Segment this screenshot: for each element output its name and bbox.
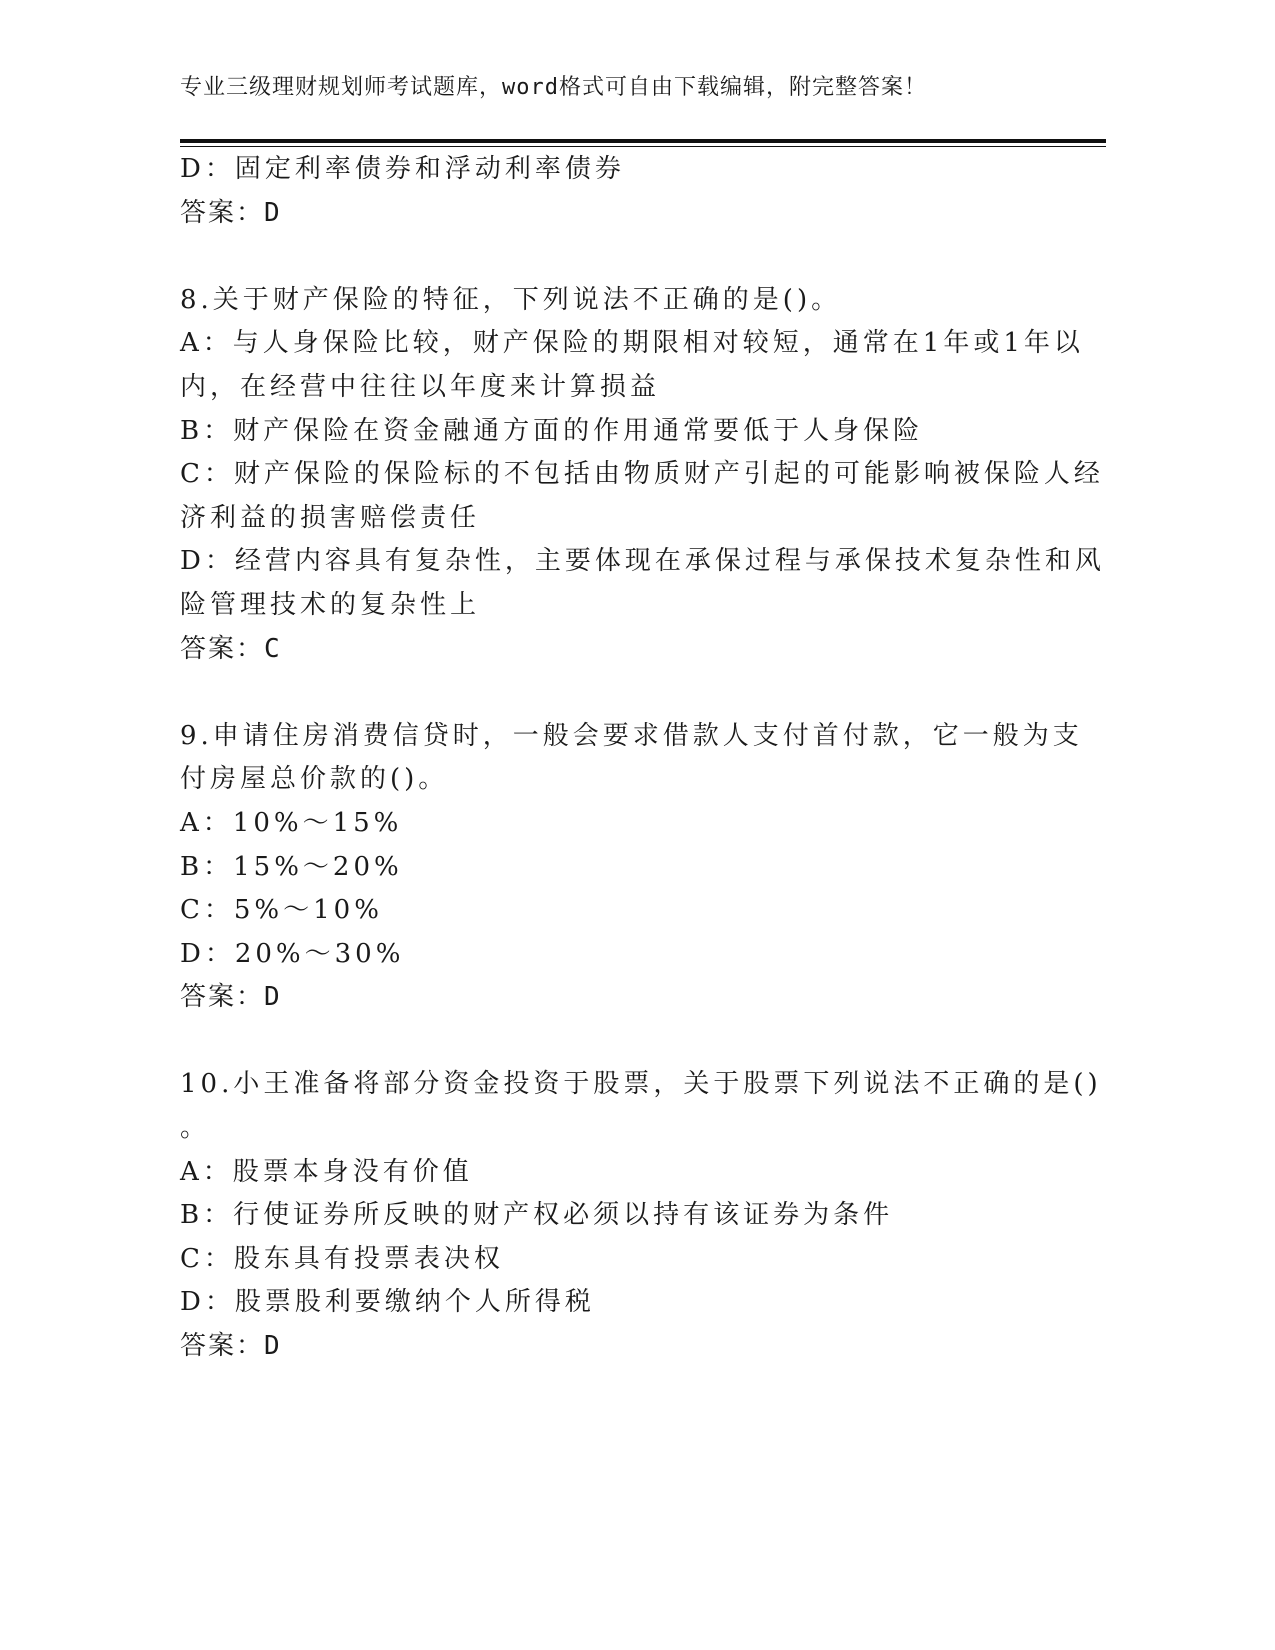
q8-option-d-line2: 险管理技术的复杂性上 [180, 589, 481, 620]
q10-stem-line1: 10.小王准备将部分资金投资于股票，关于股票下列说法不正确的是() [180, 1069, 1102, 1100]
q9-stem-line1: 9.申请住房消费信贷时，一般会要求借款人支付首付款，它一般为支 [180, 720, 1083, 751]
spacer [180, 1020, 1040, 1064]
q10-answer: 答案：D [180, 1331, 282, 1362]
q9-option-a: A：10%～15% [180, 807, 403, 838]
q9-option-c: C：5%～10% [180, 895, 383, 926]
q8-option-d-line1: D：经营内容具有复杂性，主要体现在承保过程与承保技术复杂性和风 [180, 546, 1105, 577]
q8-stem: 8.关于财产保险的特征，下列说法不正确的是()。 [180, 284, 842, 315]
spacer [180, 671, 1040, 715]
q9-option-b: B：15%～20% [180, 851, 403, 882]
q10-option-c: C：股东具有投票表决权 [180, 1243, 504, 1274]
q8-option-c-line1: C：财产保险的保险标的不包括由物质财产引起的可能影响被保险人经 [180, 459, 1104, 490]
document-body [180, 148, 1105, 1369]
q8-option-a-line2: 内，在经营中往往以年度来计算损益 [180, 371, 661, 402]
prev-option-d: D：固定利率债券和浮动利率债券 [180, 154, 625, 184]
q8-answer: 答案：C [180, 633, 282, 664]
q8-option-a-line1: A：与人身保险比较，财产保险的期限相对较短，通常在1年或1年以 [180, 328, 1084, 359]
q9-answer: 答案：D [180, 982, 282, 1013]
q8-option-c-line2: 济利益的损害赔偿责任 [180, 502, 481, 533]
header-rule-thin [180, 146, 1106, 147]
q9-option-d: D：20%～30% [180, 938, 405, 969]
prev-answer: 答案：D [180, 197, 282, 228]
q10-option-b: B：行使证券所反映的财产权必须以持有该证券为条件 [180, 1200, 894, 1231]
page-header: 专业三级理财规划师考试题库，word格式可自由下载编辑，附完整答案！ [180, 75, 927, 100]
q9-stem-line2: 付房屋总价款的()。 [180, 764, 449, 795]
q10-option-d: D：股票股利要缴纳个人所得税 [180, 1287, 595, 1318]
q10-stem-line2: 。 [180, 1113, 211, 1144]
spacer [180, 235, 1040, 279]
q10-option-a: A：股票本身没有价值 [180, 1156, 473, 1187]
header-rule-thick [180, 139, 1106, 143]
q8-option-b: B：财产保险在资金融通方面的作用通常要低于人身保险 [180, 415, 924, 446]
